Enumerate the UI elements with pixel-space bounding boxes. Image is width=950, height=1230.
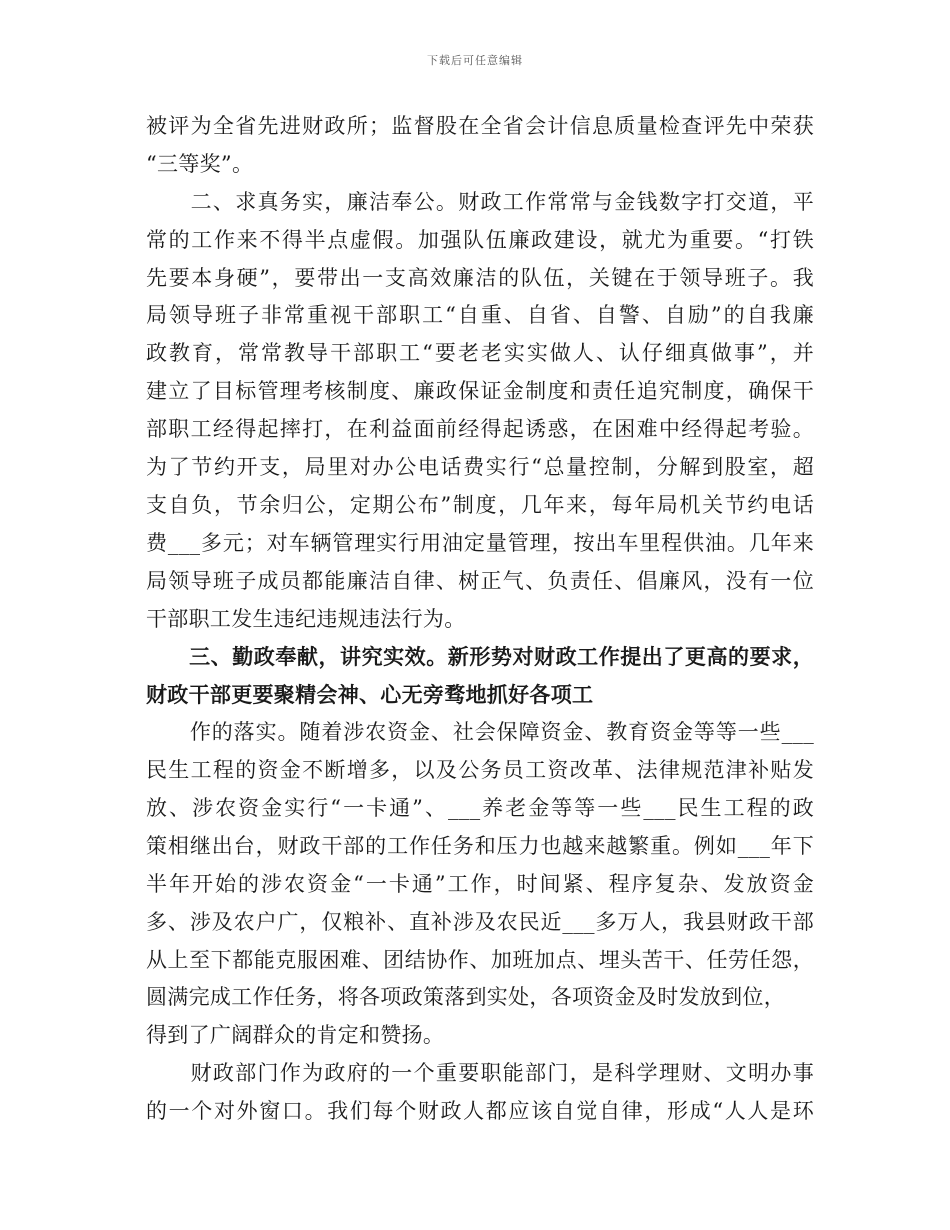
- text-line: “三等奖”。: [146, 151, 254, 176]
- document-body: [146, 108, 814, 1131]
- text-line: 从上至下都能克服困难、团结协作、加班加点、埋头苦干、任劳任怨，: [146, 947, 814, 972]
- text-line: 局领导班子成员都能廉洁自律、树正气、负责任、倡廉风，没有一位: [146, 568, 814, 593]
- text-line: 先要本身硬”，要带出一支高效廉洁的队伍，关键在于领导班子。我: [146, 265, 814, 290]
- text-line: 半年开始的涉农资金“一卡通”工作，时间紧、程序复杂、发放资金: [146, 871, 814, 896]
- text-line: 为了节约开支，局里对办公电话费实行“总量控制，分解到股室，超: [146, 455, 814, 480]
- text-line: 被评为全省先进财政所；监督股在全省会计信息质量检查评先中荣获: [146, 114, 814, 138]
- text-line: 圆满完成工作任务，将各项政策落到实处，各项资金及时发放到位，: [146, 985, 785, 1010]
- text-line: 费___多元；对车辆管理实行用油定量管理，按出车里程供油。几年来: [146, 530, 814, 555]
- text-line: 多、涉及农户广，仅粮补、直补涉及农民近___多万人，我县财政干部: [146, 909, 814, 934]
- text-line: 常的工作来不得半点虚假。加强队伍廉政建设，就尤为重要。“打铁: [146, 227, 814, 252]
- text-line: 支自负，节余归公，定期公布”制度，几年来，每年局机关节约电话: [146, 492, 814, 517]
- text-line: 建立了目标管理考核制度、廉政保证金制度和责任追究制度，确保干: [146, 379, 814, 404]
- text-line: 政教育，常常教导干部职工“要老老实实做人、认仔细真做事”，并: [146, 341, 814, 366]
- text-line: 策相继出台，财政干部的工作任务和压力也越来越繁重。例如___年下: [146, 833, 814, 858]
- text-line: 的一个对外窗口。我们每个财政人都应该自觉自律，形成“人人是环: [146, 1099, 814, 1124]
- text-line: 局领导班子非常重视干部职工“自重、自省、自警、自励”的自我廉: [146, 303, 814, 328]
- text-line: 放、涉农资金实行“一卡通”、___养老金等等一些___民生工程的政: [146, 796, 814, 821]
- text-line: 作的落实。随着涉农资金、社会保障资金、教育资金等等一些___: [146, 720, 814, 745]
- text-line: 二、求真务实，廉洁奉公。财政工作常常与金钱数字打交道，平: [146, 189, 814, 214]
- text-line: 得到了广阔群众的肯定和赞扬。: [146, 1023, 445, 1048]
- text-line: 干部职工发生违纪违规违法行为。: [146, 606, 466, 631]
- text-line: 部职工经得起摔打，在利益面前经得起诱惑，在困难中经得起考验。: [146, 417, 814, 442]
- section-heading-line: 财政干部更要聚精会神、心无旁骛地抓好各项工: [146, 682, 594, 708]
- text-line: 民生工程的资金不断增多，以及公务员工资改革、法律规范津补贴发: [146, 758, 814, 783]
- text-line: 财政部门作为政府的一个重要职能部门，是科学理财、文明办事: [146, 1061, 814, 1086]
- section-heading-line: 三、勤政奉献，讲究实效。新形势对财政工作提出了更高的要求，: [146, 644, 814, 670]
- page-header: 下载后可任意编辑: [427, 54, 523, 67]
